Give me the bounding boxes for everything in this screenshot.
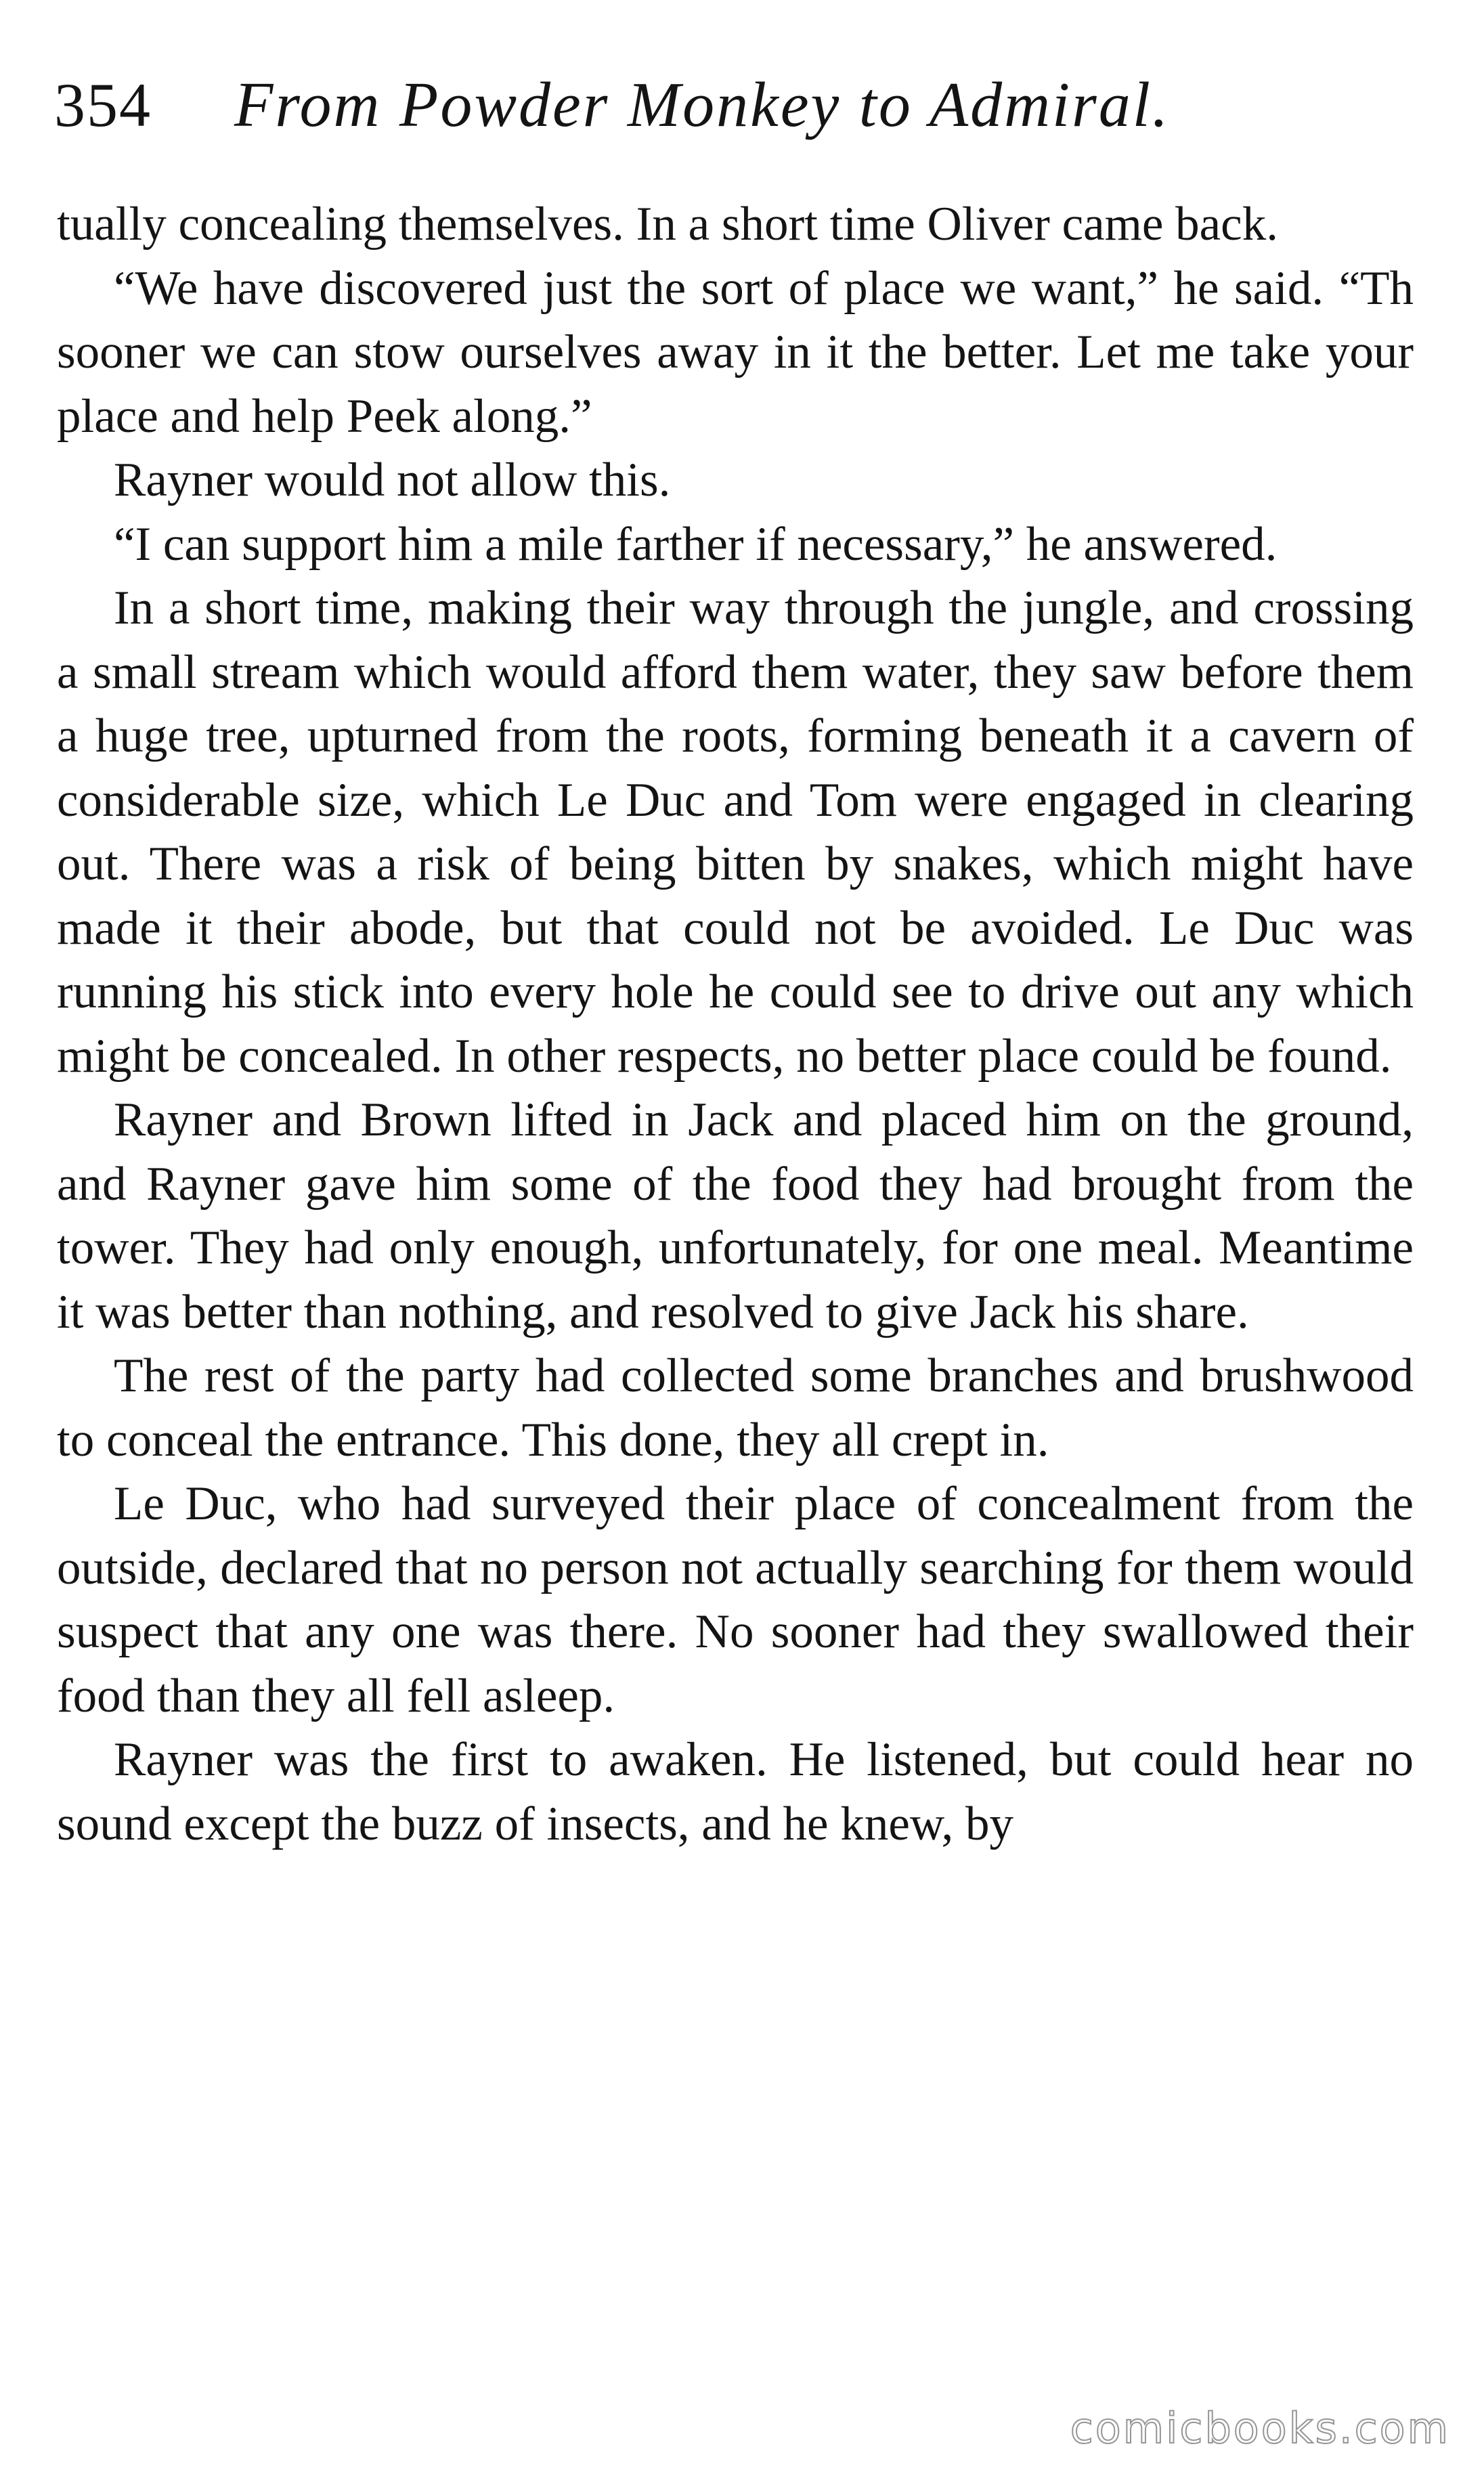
paragraph: The rest of the party had collected some branches and brushwood to conceal the entrance. This done, they all crept in. [57, 1349, 1414, 1466]
paragraph: “We have discovered just the sort of place we want,” he said. “Th sooner we can stow ourselves away in it the better. Let me take your place and help Peek along.” [57, 261, 1414, 443]
paragraph: Le Duc, who had surveyed their place of concealment from the outside, declared that no person not actually searching for them would suspect that any one was there. No sooner had they swallowed their food than they all fell asleep. [57, 1477, 1414, 1722]
running-head [54, 64, 1408, 146]
book-title: From Powder Monkey to Admiral. [234, 70, 1171, 140]
body-text [57, 192, 1414, 1856]
page-number: 354 [54, 70, 152, 139]
paragraph: Rayner was the first to awaken. He listened, but could hear no sound except the buzz of insects, and he knew, by [57, 1733, 1414, 1850]
paragraph: “I can support him a mile farther if necessary,” he answered. [114, 517, 1278, 571]
paragraph: In a short time, making their way through the jungle, and crossing a small stream which would afford them water, they saw before them a huge tree, upturned from the roots, forming beneath it a cavern of considerable size, which Le Duc and Tom were engaged in clearing out. There was a risk of being bitten by snakes, which might have made it their abode, but that could not be avoided. Le Duc was running his stick into every hole he could see to drive out any which might be concealed. In other respects, no better place could be found. [57, 582, 1414, 1083]
paragraph-continuation: tually concealing themselves. In a short time Oliver came back. [57, 198, 1278, 251]
watermark: comicbooks.com [1070, 2404, 1450, 2453]
paragraph: Rayner would not allow this. [114, 454, 671, 506]
paragraph: Rayner and Brown lifted in Jack and placed him on the ground, and Rayner gave him some of the food they had brought from the tower. They had only enough, unfortunately, for one meal. Meantime it was better than nothing, and resolved to give Jack his share. [57, 1093, 1414, 1339]
